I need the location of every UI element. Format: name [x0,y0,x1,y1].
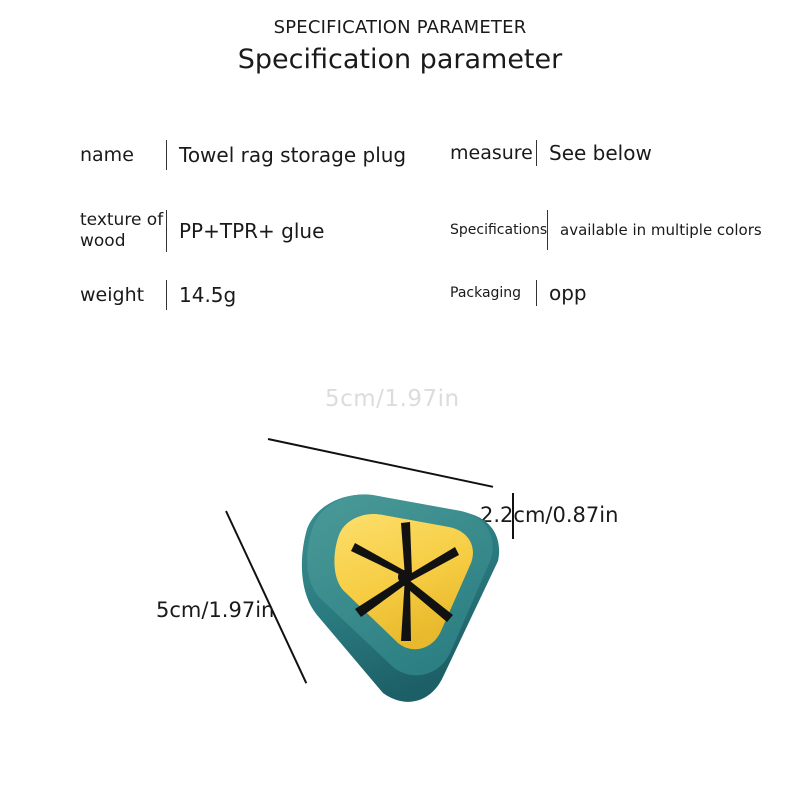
spec-value-specifications: available in multiple colors [560,220,762,239]
cell-divider [547,210,548,250]
spec-cell-packaging [450,280,770,306]
spec-label-specifications: Specifications [450,222,548,238]
cell-divider [536,280,537,306]
product-image-towel-plug [255,465,555,765]
spec-row [80,210,770,252]
page-eyebrow: SPECIFICATION PARAMETER [273,17,527,38]
spec-row [80,140,770,182]
spec-cell-measure [450,140,770,166]
spec-label-packaging: Packaging [450,285,522,301]
spec-label-texture: texture of wood [80,210,164,251]
cell-divider [166,140,167,170]
page-title: Specification parameter [237,44,563,75]
spec-value-measure: See below [549,140,652,165]
dimension-label-right: 2.2cm/0.87in [480,503,619,527]
spec-label-measure: measure [450,141,533,164]
cell-divider [166,210,167,252]
spec-cell-weight [80,280,450,310]
spec-row [80,280,770,322]
spec-label-weight: weight [80,283,145,306]
cell-divider [166,280,167,310]
spec-value-packaging: opp [549,280,587,305]
spec-label-name: name [80,143,134,166]
watermark-text: 5cm/1.97in [325,386,460,412]
page-header [0,16,800,78]
spec-cell-name [80,140,450,170]
specification-table [80,140,770,350]
spec-value-name: Towel rag storage plug [179,142,407,167]
spec-cell-specifications [450,210,770,250]
spec-value-weight: 14.5g [179,282,237,307]
cell-divider [536,140,537,166]
spec-cell-texture [80,210,450,252]
product-illustration [0,370,800,800]
dimension-label-left: 5cm/1.97in [156,598,275,622]
spec-value-texture: PP+TPR+ glue [179,218,325,243]
